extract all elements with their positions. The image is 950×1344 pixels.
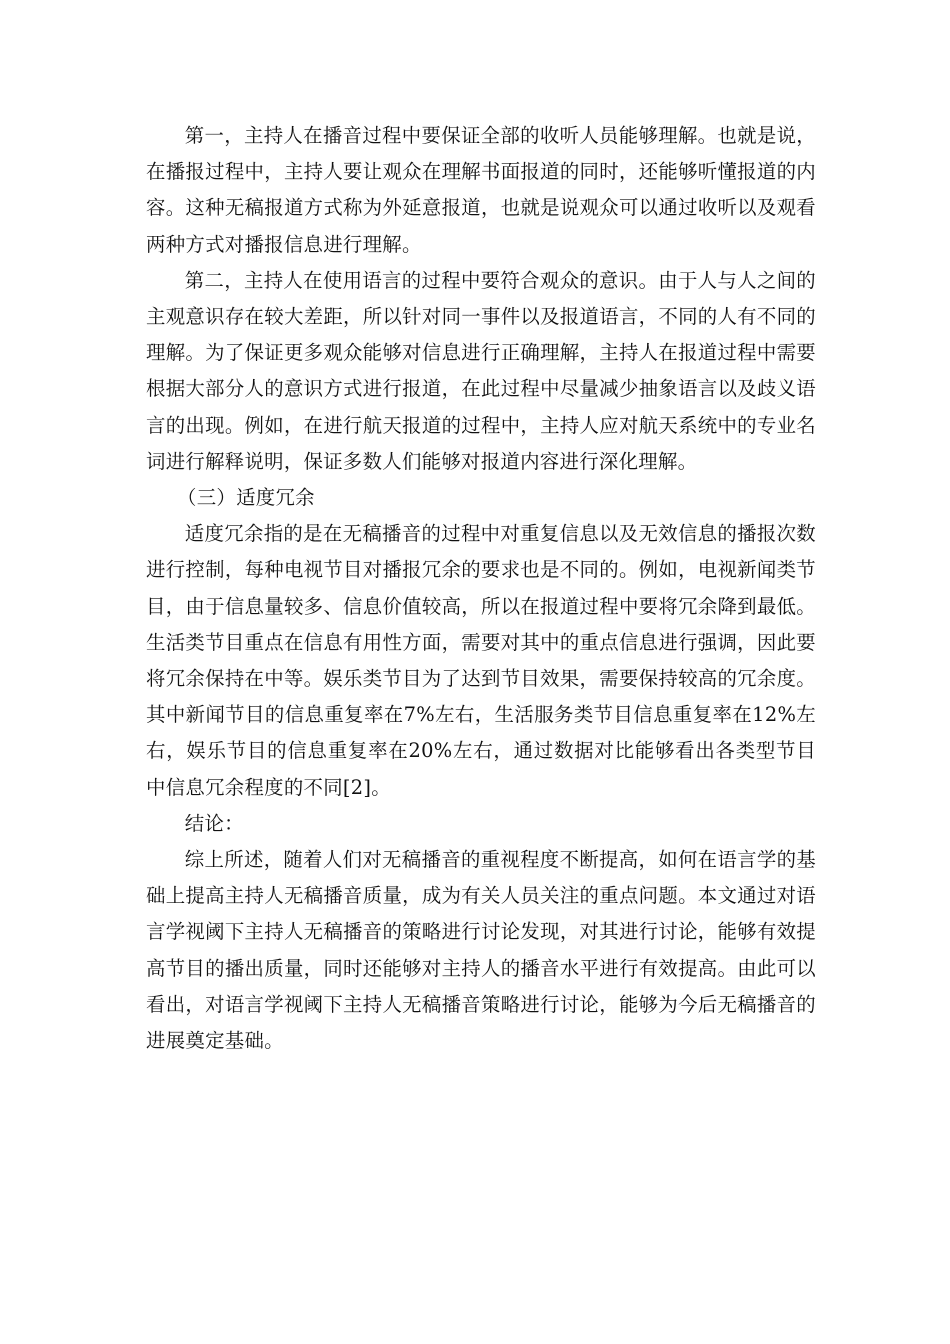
paragraph-redundancy: 适度冗余指的是在无稿播音的过程中对重复信息以及无效信息的播报次数进行控制，每种电视节目对播报冗余的要求也是不同的。例如，电视新闻类节目，由于信息量较多、信息价值较高，所以在报道过程中要将冗余降到最低。生活类节目重点在信息有用性方面，需要对其中的重点信息进行强调，因此要将冗余保持在中等。娱乐类节目为了达到节目效果，需要保持较高的冗余度。其中新闻节目的信息重复率在7%左右，生活服务类节目信息重复率在12%左右，娱乐节目的信息重复率在20%左右，通过数据对比能够看出各类型节目中信息冗余程度的不同[2]。 [146,522,816,799]
paragraph-first-point: 第一，主持人在播音过程中要保证全部的收听人员能够理解。也就是说，在播报过程中，主持人要让观众在理解书面报道的同时，还能够听懂报道的内容。这种无稿报道方式称为外延意报道，也就是说观众可以通过收听以及观看两种方式对播报信息进行理解。 [146,124,816,256]
section-heading-moderate-redundancy: （三）适度冗余 [177,486,315,510]
paragraph-conclusion: 综上所述，随着人们对无稿播音的重视程度不断提高，如何在语言学的基础上提高主持人无稿播音质量，成为有关人员关注的重点问题。本文通过对语言学视阈下主持人无稿播音的策略进行讨论发现，对其进行讨论，能够有效提高节目的播出质量，同时还能够对主持人的播音水平进行有效提高。由此可以看出，对语言学视阈下主持人无稿播音策略进行讨论，能够为今后无稿播音的进展奠定基础。 [146,848,816,1053]
paragraph-second-point: 第二，主持人在使用语言的过程中要符合观众的意识。由于人与人之间的主观意识存在较大差距，所以针对同一事件以及报道语言，不同的人有不同的理解。为了保证更多观众能够对信息进行正确理解，主持人在报道过程中需要根据大部分人的意识方式进行报道，在此过程中尽量减少抽象语言以及歧义语言的出现。例如，在进行航天报道的过程中，主持人应对航天系统中的专业名词进行解释说明，保证多数人们能够对报道内容进行深化理解。 [146,268,816,473]
conclusion-heading: 结论： [184,811,244,835]
document-body [146,118,816,1059]
